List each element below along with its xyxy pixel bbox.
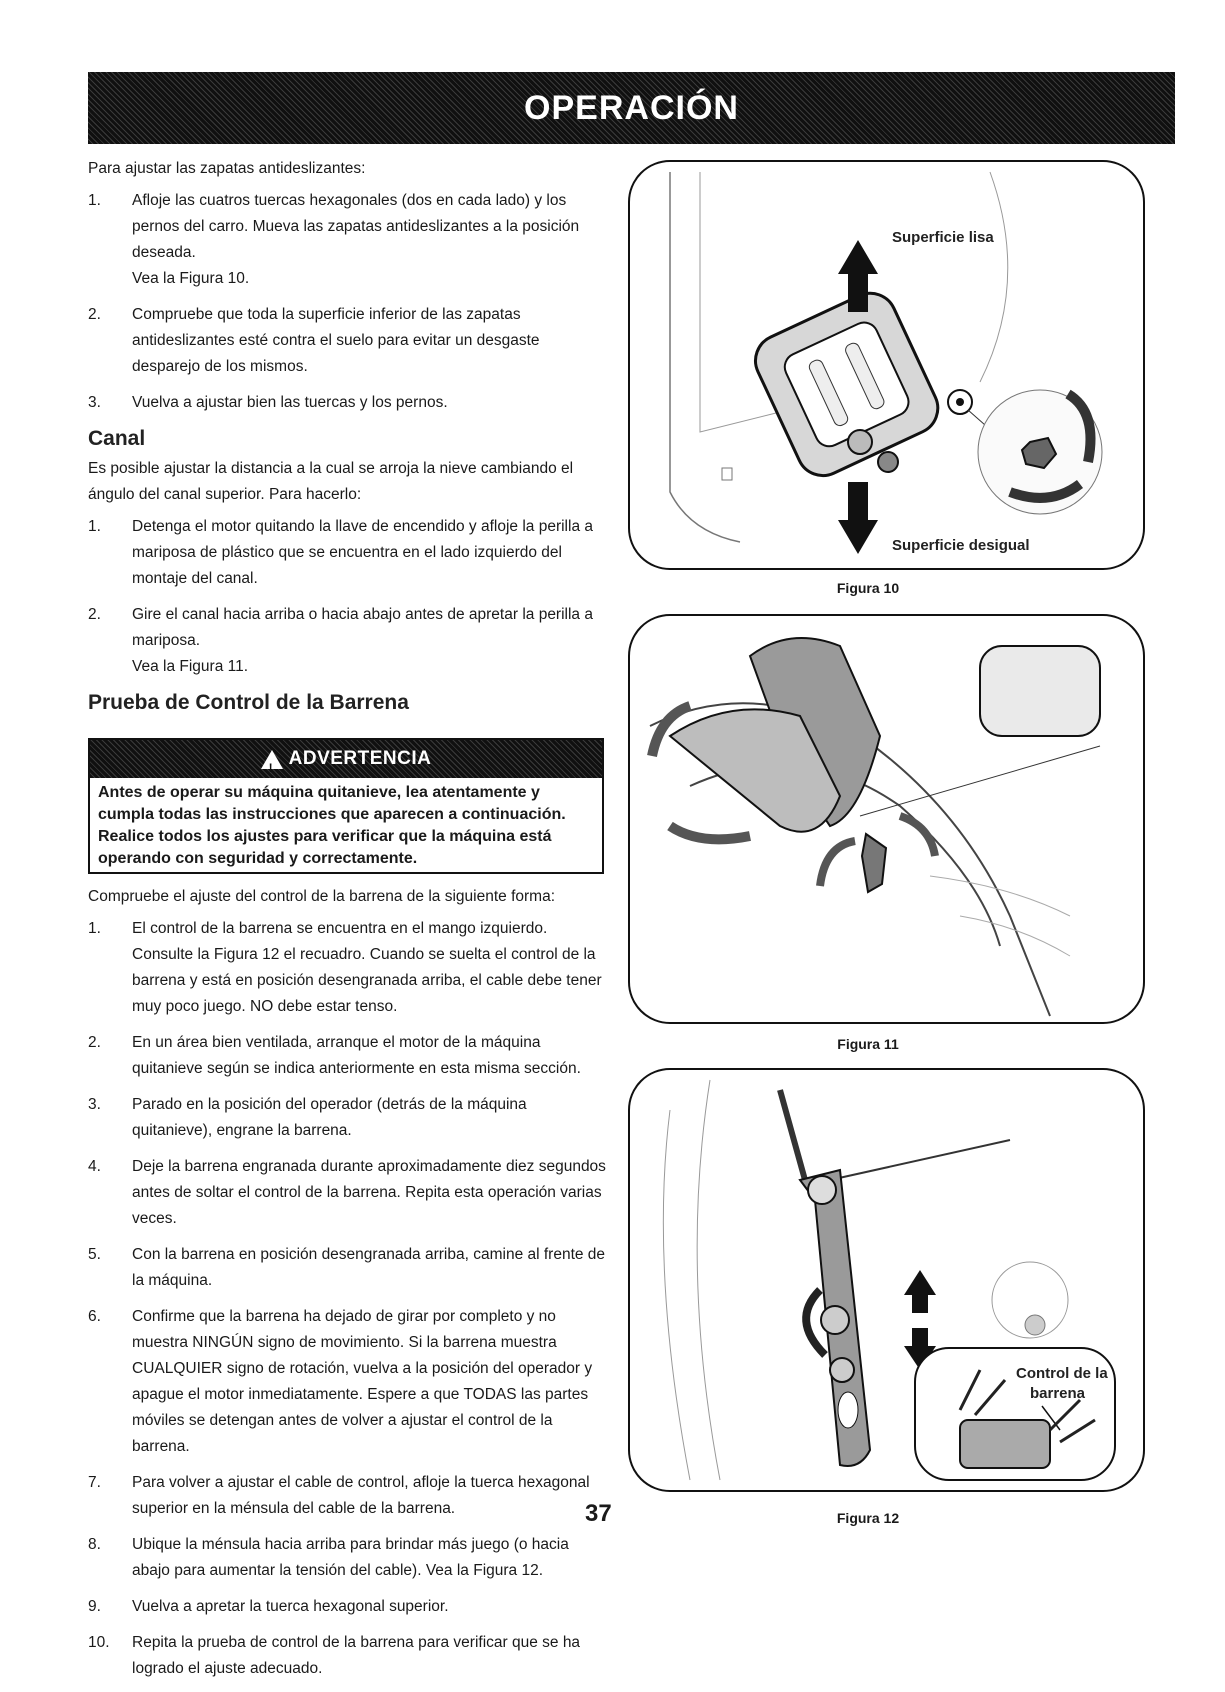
chute-intro: Es posible ajustar la distancia a la cual se arroja la nieve cambiando el ángulo del canal superior. Para hacerlo: (88, 460, 574, 503)
list-item (88, 916, 608, 1020)
step-number: 3. (88, 394, 101, 411)
warning-triangle-icon: ! (261, 750, 283, 769)
warning-box (88, 738, 604, 874)
list-item (88, 1242, 608, 1294)
step-text: Parado en la posición del operador (detrás de la máquina quitanieve), engrane la barrena. (132, 1096, 527, 1139)
step-number: 2. (88, 306, 101, 323)
page-title: OPERACIÓN (524, 88, 739, 127)
figure-10 (628, 160, 1145, 570)
label-uneven-surface: Superficie desigual (892, 537, 1030, 554)
step-text: Deje la barrena engranada durante aproximadamente diez segundos antes de soltar el control de la barrena. Repita esta operación varias veces. (132, 1158, 606, 1227)
figure-10-caption: Figura 10 (836, 580, 900, 596)
list-item (88, 1470, 608, 1522)
header-band (88, 72, 1175, 144)
slip-shoes-intro: Para ajustar las zapatas antideslizantes: (88, 160, 366, 177)
step-text: Con la barrena en posición desengranada arriba, camine al frente de la máquina. (132, 1246, 606, 1289)
step-text: Detenga el motor quitando la llave de encendido y afloje la perilla a mariposa de plástico que se encuentra en el lado izquierdo del montaje del canal. (132, 518, 593, 587)
list-item (88, 1594, 608, 1620)
step-text: Para volver a ajustar el cable de control, afloje la tuerca hexagonal superior en la ménsula del cable de la barrena. (132, 1474, 590, 1517)
warning-text: Antes de operar su máquina quitanieve, lea atentamente y cumpla todas las instrucciones que aparecen a continuación. Realice todos los ajustes para verificar que la máquina está operando con seguridad y correctamente. (98, 784, 566, 867)
slip-shoes-steps (88, 188, 608, 416)
step-number: 3. (88, 1096, 101, 1113)
list-item (88, 602, 608, 680)
step-text: Vuelva a ajustar bien las tuercas y los pernos. (132, 394, 448, 411)
inset-label-line-1: Control de la (1016, 1365, 1108, 1382)
chute-steps (88, 514, 608, 680)
step-number: 2. (88, 1034, 101, 1051)
list-item (88, 1630, 608, 1682)
list-item (88, 390, 608, 416)
inset-label-line-2: barrena (1030, 1385, 1086, 1402)
step-number: 4. (88, 1158, 101, 1175)
step-number: 2. (88, 606, 101, 623)
list-item (88, 1304, 608, 1460)
auger-test-steps (88, 916, 608, 1682)
chute-illustration (630, 616, 1143, 1022)
warning-title: ADVERTENCIA (288, 748, 432, 769)
step-number: 6. (88, 1308, 101, 1325)
step-number: 1. (88, 192, 101, 209)
step-number: 10. (88, 1634, 110, 1651)
step-text: Ubique la ménsula hacia arriba para brindar más juego (o hacia abajo para aumentar la tensión del cable). Vea la Figura 12. (132, 1536, 569, 1579)
step-text: Compruebe que toda la superficie inferior de las zapatas antideslizantes esté contra el suelo para evitar un desgaste desparejo de los mismos. (132, 306, 540, 375)
step-number: 8. (88, 1536, 101, 1553)
list-item (88, 302, 608, 380)
step-number: 9. (88, 1598, 101, 1615)
section-heading-chute: Canal (88, 427, 146, 450)
figure-11-caption: Figura 11 (837, 1036, 899, 1052)
list-item (88, 1030, 608, 1082)
step-text: Afloje las cuatros tuercas hexagonales (dos en cada lado) y los pernos del carro. Mueva las zapatas antideslizantes a la posición deseada. (132, 192, 580, 261)
figure-12-caption: Figura 12 (836, 1510, 900, 1526)
section-heading-auger-test: Prueba de Control de la Barrena (88, 691, 409, 714)
list-item (88, 1154, 608, 1232)
list-item (88, 1532, 608, 1584)
step-text: Repita la prueba de control de la barrena para verificar que se ha logrado el ajuste adecuado. (132, 1634, 581, 1677)
slip-shoe-illustration (630, 162, 1143, 568)
page-number: 37 (585, 1500, 612, 1527)
step-text-ref: Vea la Figura 11. (132, 658, 249, 675)
step-number: 7. (88, 1474, 101, 1491)
step-text: Vuelva a apretar la tuerca hexagonal superior. (132, 1598, 449, 1615)
label-smooth-surface: Superficie lisa (892, 229, 994, 246)
step-text: El control de la barrena se encuentra en el mango izquierdo. Consulte la Figura 12 el recuadro. Cuando se suelta el control de la barrena y está en posición desengranada arriba, el cable debe tener muy poco juego. NO debe estar tenso. (132, 920, 602, 1015)
auger-test-intro: Compruebe el ajuste del control de la barrena de la siguiente forma: (88, 888, 555, 905)
step-number: 1. (88, 920, 101, 937)
step-number: 5. (88, 1246, 101, 1263)
list-item (88, 514, 608, 592)
step-text-ref: Vea la Figura 10. (132, 270, 250, 287)
figure-12 (628, 1068, 1145, 1492)
list-item (88, 1092, 608, 1144)
step-text: Gire el canal hacia arriba o hacia abajo antes de apretar la perilla a mariposa. (132, 606, 593, 649)
warning-header (90, 740, 602, 778)
step-text: Confirme que la barrena ha dejado de girar por completo y no muestra NINGÚN signo de movimiento. Si la barrena muestra CUALQUIER signo de rotación, vuelva a la posición del operador y apague el motor inmediatamente. Espere a que TODAS las partes móviles se detengan antes de volver a ajustar el control de la barrena. (132, 1308, 593, 1455)
list-item (88, 188, 608, 292)
step-text: En un área bien ventilada, arranque el motor de la máquina quitanieve según se indica anteriormente en esta misma sección. (132, 1034, 581, 1077)
step-number: 1. (88, 518, 101, 535)
auger-control-illustration (630, 1070, 1143, 1490)
figure-11 (628, 614, 1145, 1024)
left-column (88, 156, 608, 1692)
